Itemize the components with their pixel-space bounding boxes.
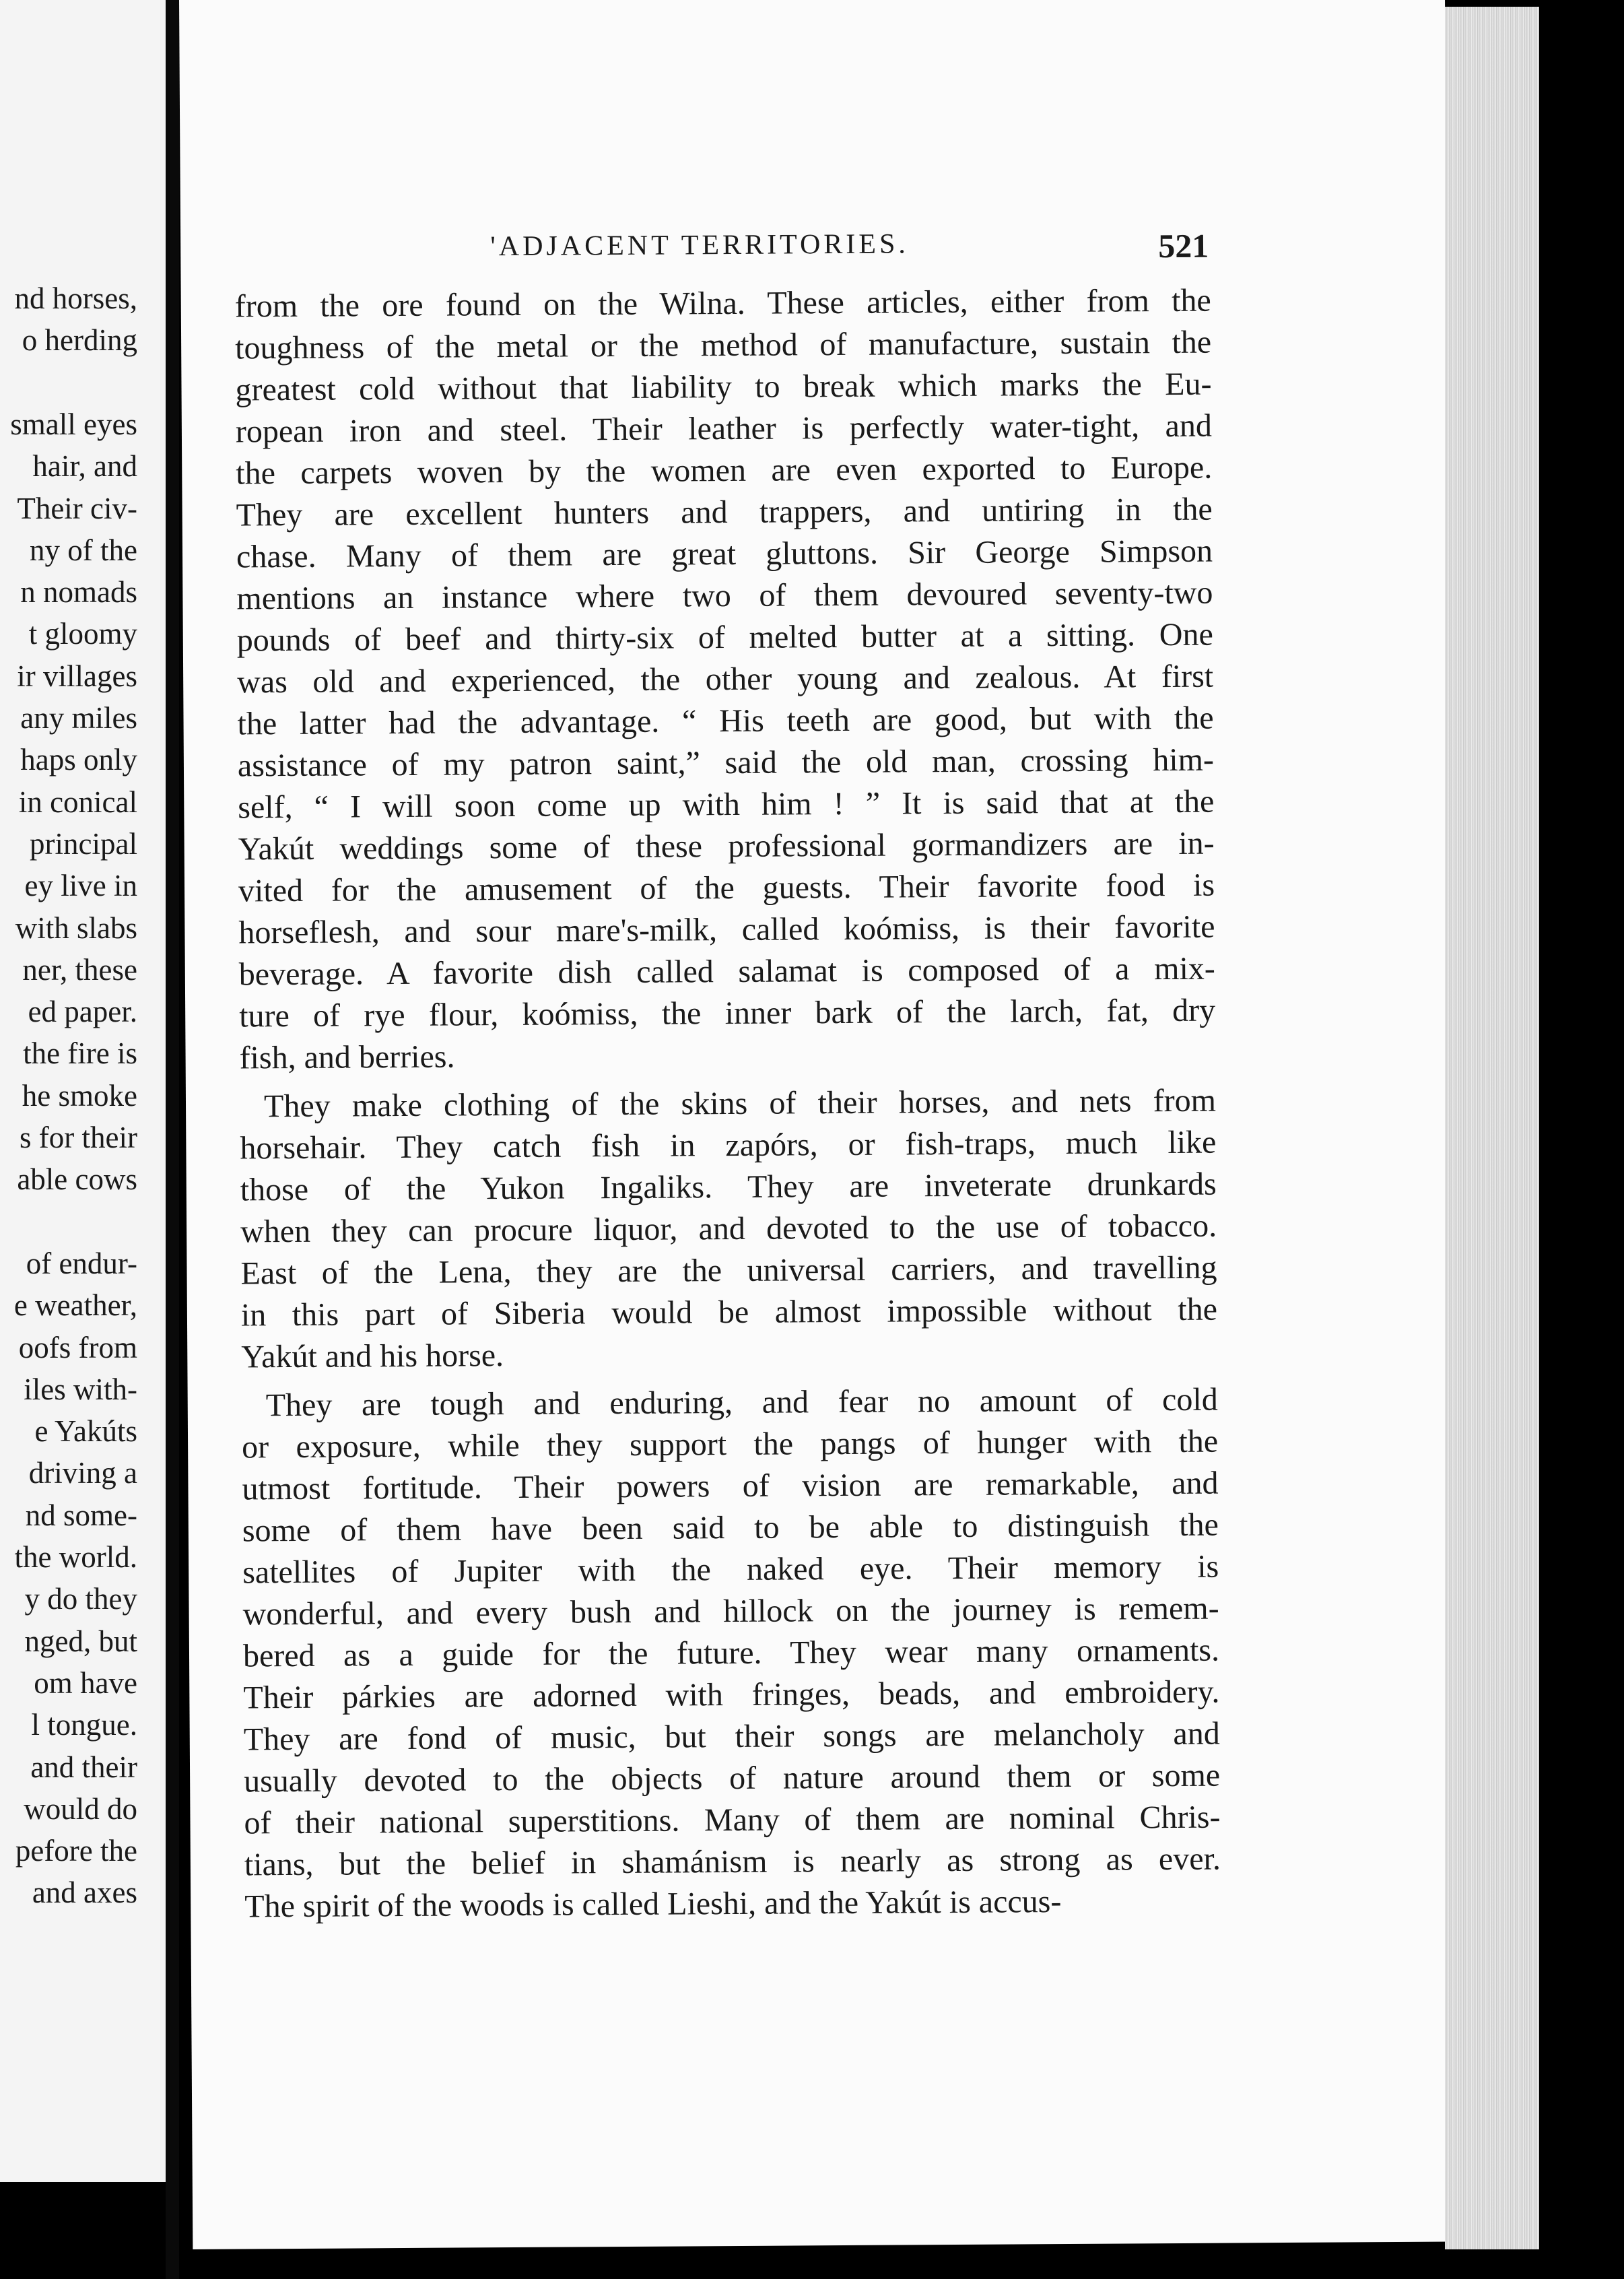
left-page-line: nged, but xyxy=(24,1624,137,1658)
left-page-line: ner, these xyxy=(22,952,137,987)
left-page-line: he smoke xyxy=(22,1078,137,1113)
text-line: the latter had the advantage. “ His teeth are good, but with the xyxy=(237,700,1214,742)
running-head: 'ADJACENT TERRITORIES. xyxy=(490,228,909,263)
left-page-line: oofs from xyxy=(18,1330,137,1364)
left-page-line: haps only xyxy=(20,743,137,777)
left-page-line: ir villages xyxy=(17,659,137,693)
left-page-line: l tongue. xyxy=(31,1708,137,1742)
text-line: The spirit of the woods is called Lieshi, and the Yakút is accus- xyxy=(244,1884,1062,1925)
text-line: the carpets woven by the women are even exported to Europe. xyxy=(236,449,1213,492)
text-line: fish, and berries. xyxy=(239,1038,455,1076)
paragraph xyxy=(242,1379,1221,1928)
text-line: utmost fortitude. Their powers of vision are remarkable, and xyxy=(242,1465,1219,1507)
text-line: assistance of my patron saint,” said the old man, crossing him- xyxy=(237,741,1215,784)
text-line: Their párkies are adorned with fringes, beads, and embroidery. xyxy=(243,1674,1220,1716)
text-line: They make clothing of the skins of their horses, and nets from xyxy=(263,1082,1217,1125)
left-page-line: and their xyxy=(30,1750,137,1784)
text-line: chase. Many of them are great gluttons. Sir George Simpson xyxy=(236,533,1213,575)
left-page-line: would do xyxy=(24,1791,137,1826)
left-page-line: e Yakúts xyxy=(34,1414,137,1449)
text-line: in this part of Siberia would be almost impossible without the xyxy=(240,1291,1218,1333)
left-page-line: o herding xyxy=(22,323,137,358)
left-page-line: nd horses, xyxy=(14,282,137,315)
left-page-line: e weather, xyxy=(13,1288,137,1323)
text-line: when they can procure liquor, and devoted to the use of tobacco. xyxy=(240,1208,1217,1250)
text-line: They are excellent hunters and trappers, and untiring in the xyxy=(236,491,1213,533)
left-page-line: ny of the xyxy=(30,533,137,567)
left-page-line: Their civ- xyxy=(17,491,137,525)
left-page-line: n nomads xyxy=(20,575,137,609)
text-line: wonderful, and every bush and hillock on the journey is remem- xyxy=(242,1590,1219,1632)
text-line: They are fond of music, but their songs are melancholy and xyxy=(243,1715,1220,1758)
text-line: bered as a guide for the future. They wear many ornaments. xyxy=(242,1632,1220,1674)
text-line: those of the Yukon Ingaliks. They are inveterate drunkards xyxy=(240,1166,1217,1208)
paragraph xyxy=(240,1080,1218,1379)
text-line: East of the Lena, they are the universal carriers, and travelling xyxy=(240,1249,1217,1292)
text-line: They are tough and enduring, and fear no amount of cold xyxy=(265,1381,1218,1424)
page-number: 521 xyxy=(1158,226,1209,265)
left-page-fragment xyxy=(0,0,166,2182)
text-line: or exposure, while they support the pangs of hunger with the xyxy=(241,1423,1219,1465)
left-page-line: pefore the xyxy=(15,1834,137,1868)
text-line: toughness of the metal or the method of manufacture, sustain the xyxy=(234,324,1212,366)
paragraph xyxy=(235,280,1216,1080)
left-page-line: and axes xyxy=(32,1876,137,1910)
left-page-line: iles with- xyxy=(24,1372,137,1406)
text-line: usually devoted to the objects of nature around them or some xyxy=(243,1757,1221,1799)
text-line: some of them have been said to be able to distinguish the xyxy=(242,1507,1219,1549)
left-page-line: hair, and xyxy=(32,449,137,484)
left-page-line: small eyes xyxy=(10,407,137,441)
text-line: pounds of beef and thirty-six of melted butter at a sitting. One xyxy=(236,616,1213,659)
left-page-line: y do they xyxy=(24,1582,137,1616)
text-line: horseflesh, and sour mare's-milk, called koómiss, is their favorite xyxy=(238,909,1215,951)
left-page-line: t gloomy xyxy=(28,617,137,651)
left-page-line: the fire is xyxy=(23,1036,137,1071)
text-line: from the ore found on the Wilna. These articles, either from the xyxy=(234,282,1211,325)
text-line: self, “ I will soon come up with him ! ” It is said that at the xyxy=(238,783,1215,826)
text-line: vited for the amusement of the guests. Their favorite food is xyxy=(238,867,1215,909)
left-page-line: ed paper. xyxy=(28,995,137,1029)
left-page-line: the world. xyxy=(14,1540,137,1574)
text-line: beverage. A favorite dish called salamat is composed of a mix- xyxy=(238,950,1215,993)
left-page-line: with slabs xyxy=(15,911,137,945)
text-line: ture of rye flour, koómiss, the inner bark of the larch, fat, dry xyxy=(239,992,1216,1034)
left-page-line: ey live in xyxy=(24,869,137,903)
book-gutter xyxy=(166,0,179,2279)
text-line: greatest cold without that liability to break which marks the Eu- xyxy=(235,366,1212,408)
text-line: of their national superstitions. Many of them are nominal Chris- xyxy=(244,1799,1221,1841)
left-page-line: om have xyxy=(34,1665,137,1700)
right-page xyxy=(179,0,1458,2249)
left-page-line: s for their xyxy=(20,1121,137,1154)
page-edges xyxy=(1445,7,1539,2249)
left-page-line: nd some- xyxy=(25,1498,137,1532)
text-line: was old and experienced, the other young and zealous. At first xyxy=(237,658,1214,700)
left-page-line: principal xyxy=(30,826,137,861)
text-line: Yakút and his horse. xyxy=(241,1337,504,1375)
left-page-line: able cows xyxy=(17,1162,137,1197)
text-line: tians, but the belief in shamánism is nearly as strong as ever. xyxy=(244,1841,1221,1883)
left-page-line: driving a xyxy=(28,1456,137,1490)
text-line: ropean iron and steel. Their leather is perfectly water-tight, and xyxy=(235,407,1213,450)
text-line: horsehair. They catch fish in zapórs, or fish-traps, much like xyxy=(240,1124,1217,1166)
text-line: satellites of Jupiter with the naked eye. Their memory is xyxy=(242,1548,1219,1591)
text-line: mentions an instance where two of them devoured seventy-two xyxy=(236,574,1213,617)
left-page-line: in conical xyxy=(18,785,137,819)
text-line: Yakút weddings some of these professional gormandizers are in- xyxy=(238,825,1215,867)
body-text xyxy=(235,280,1221,1928)
left-page-line: of endur- xyxy=(26,1246,137,1280)
left-page-line: any miles xyxy=(20,701,137,735)
